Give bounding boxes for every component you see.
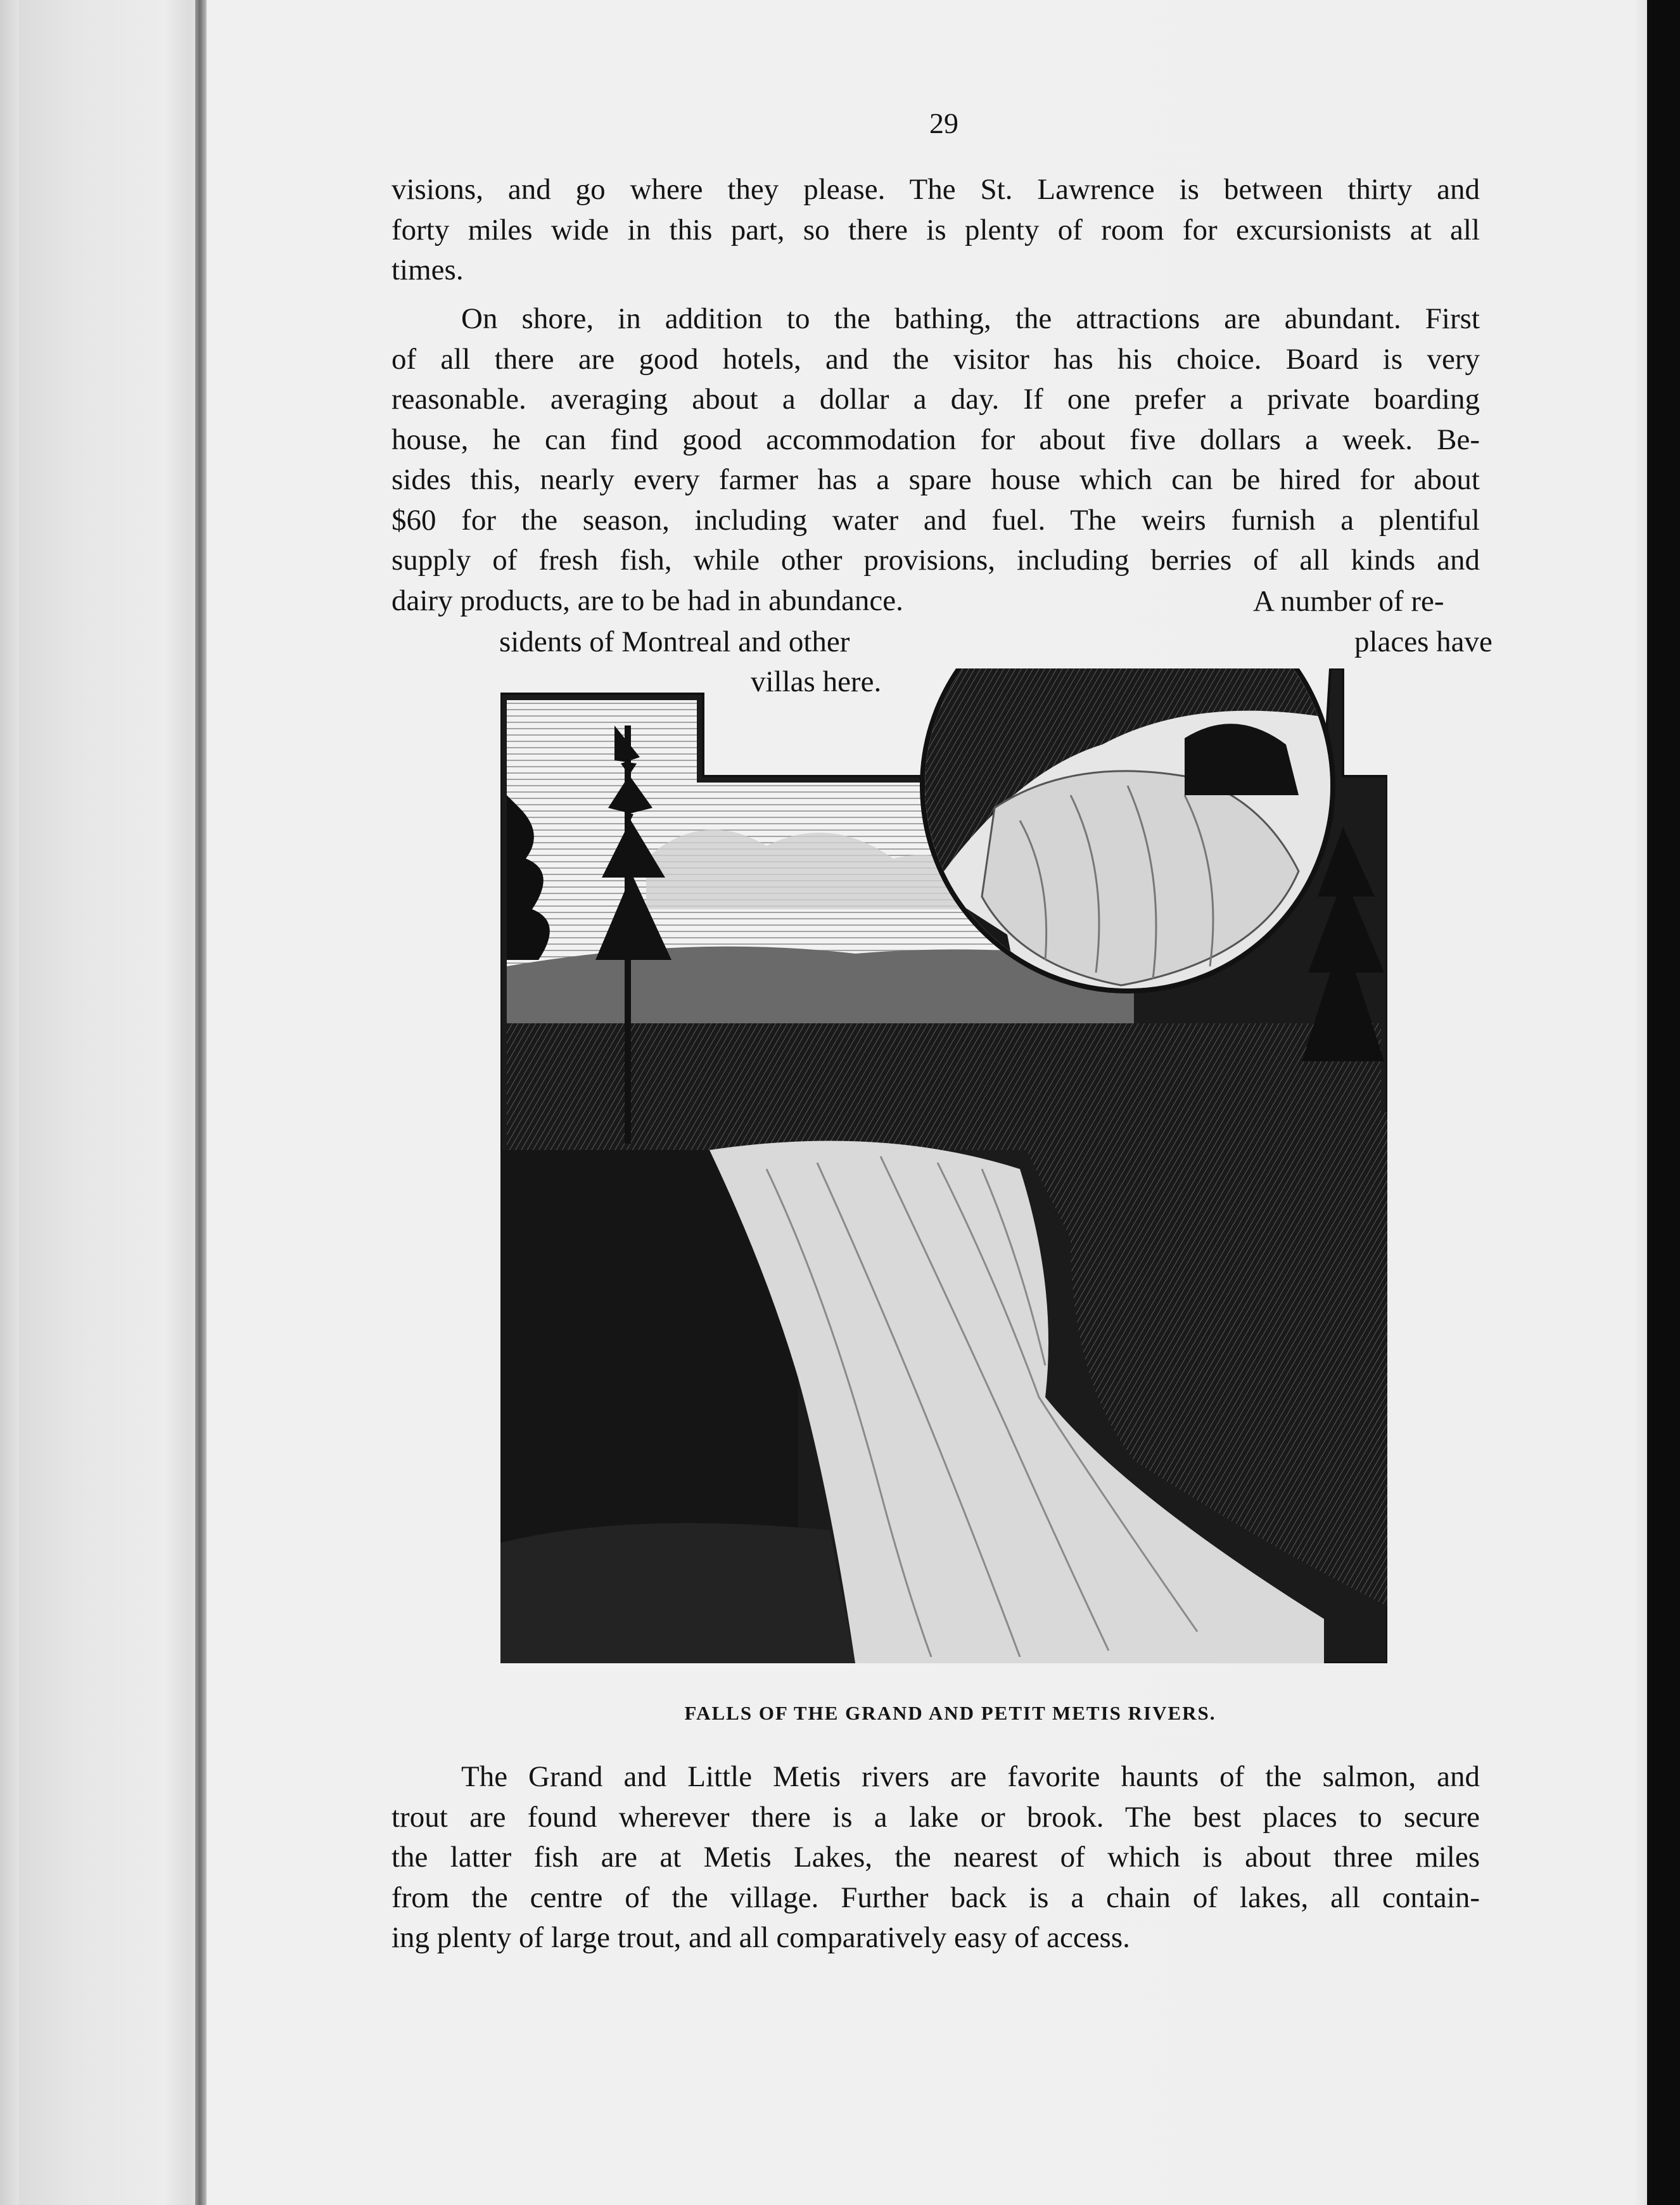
text-line: $60 for the season, including water and fuel. The weirs furnish a plentiful xyxy=(391,503,1480,537)
text-line: house, he can find good accommodation for about five dollars a week. Be- xyxy=(391,423,1480,456)
paragraph-2 xyxy=(391,299,1480,621)
text-line: reasonable. averaging about a dollar a day. If one prefer a private boarding xyxy=(391,383,1480,416)
text-line: On shore, in addition to the bathing, the attractions are abundant. First xyxy=(461,302,1480,335)
pine-trunk-left xyxy=(625,725,631,1144)
waterfall-engraving xyxy=(500,668,1387,1663)
text-line: The Grand and Little Metis rivers are favorite haunts of the salmon, and xyxy=(461,1760,1480,1793)
text-line: supply of fresh fish, while other provisions, including berries of all kinds and xyxy=(391,544,1480,577)
text-line: of all there are good hotels, and the visitor has his choice. Board is very xyxy=(391,342,1480,376)
text-line: from the centre of the village. Further back is a chain of lakes, all contain- xyxy=(391,1881,1480,1914)
wrap-text-left-1: sidents of Montreal and other xyxy=(499,625,850,658)
foreground-rocks xyxy=(500,1523,855,1663)
left-page-fold xyxy=(0,0,19,2205)
text-line: ing plenty of large trout, and all comparatively easy of access. xyxy=(391,1921,1130,1954)
text-line: sides this, nearly every farmer has a spare house which can be hired for about xyxy=(391,463,1480,496)
wrap-text-right-1: A number of re- xyxy=(1253,585,1444,618)
text-line: forty miles wide in this part, so there is plenty of room for excursionists at all xyxy=(391,213,1480,246)
text-line: times. xyxy=(391,253,464,286)
wrap-text-right-2: places have xyxy=(1354,625,1492,658)
wrap-text-left-2: villas here. xyxy=(751,665,882,698)
text-line: trout are found wherever there is a lake or brook. The best places to secure xyxy=(391,1800,1480,1834)
paragraph-1 xyxy=(391,170,1480,291)
figure-caption: FALLS OF THE GRAND AND PETIT METIS RIVERS. xyxy=(684,1702,1216,1724)
paragraph-3 xyxy=(391,1757,1480,1959)
text-line: visions, and go where they please. The St. Lawrence is between thirty and xyxy=(391,173,1480,206)
scan-edge xyxy=(1647,0,1680,2205)
book-binding xyxy=(195,0,207,2205)
page-number: 29 xyxy=(929,107,958,139)
text-line: the latter fish are at Metis Lakes, the nearest of which is about three miles xyxy=(391,1841,1480,1874)
text-line: dairy products, are to be had in abundance. xyxy=(391,584,903,617)
